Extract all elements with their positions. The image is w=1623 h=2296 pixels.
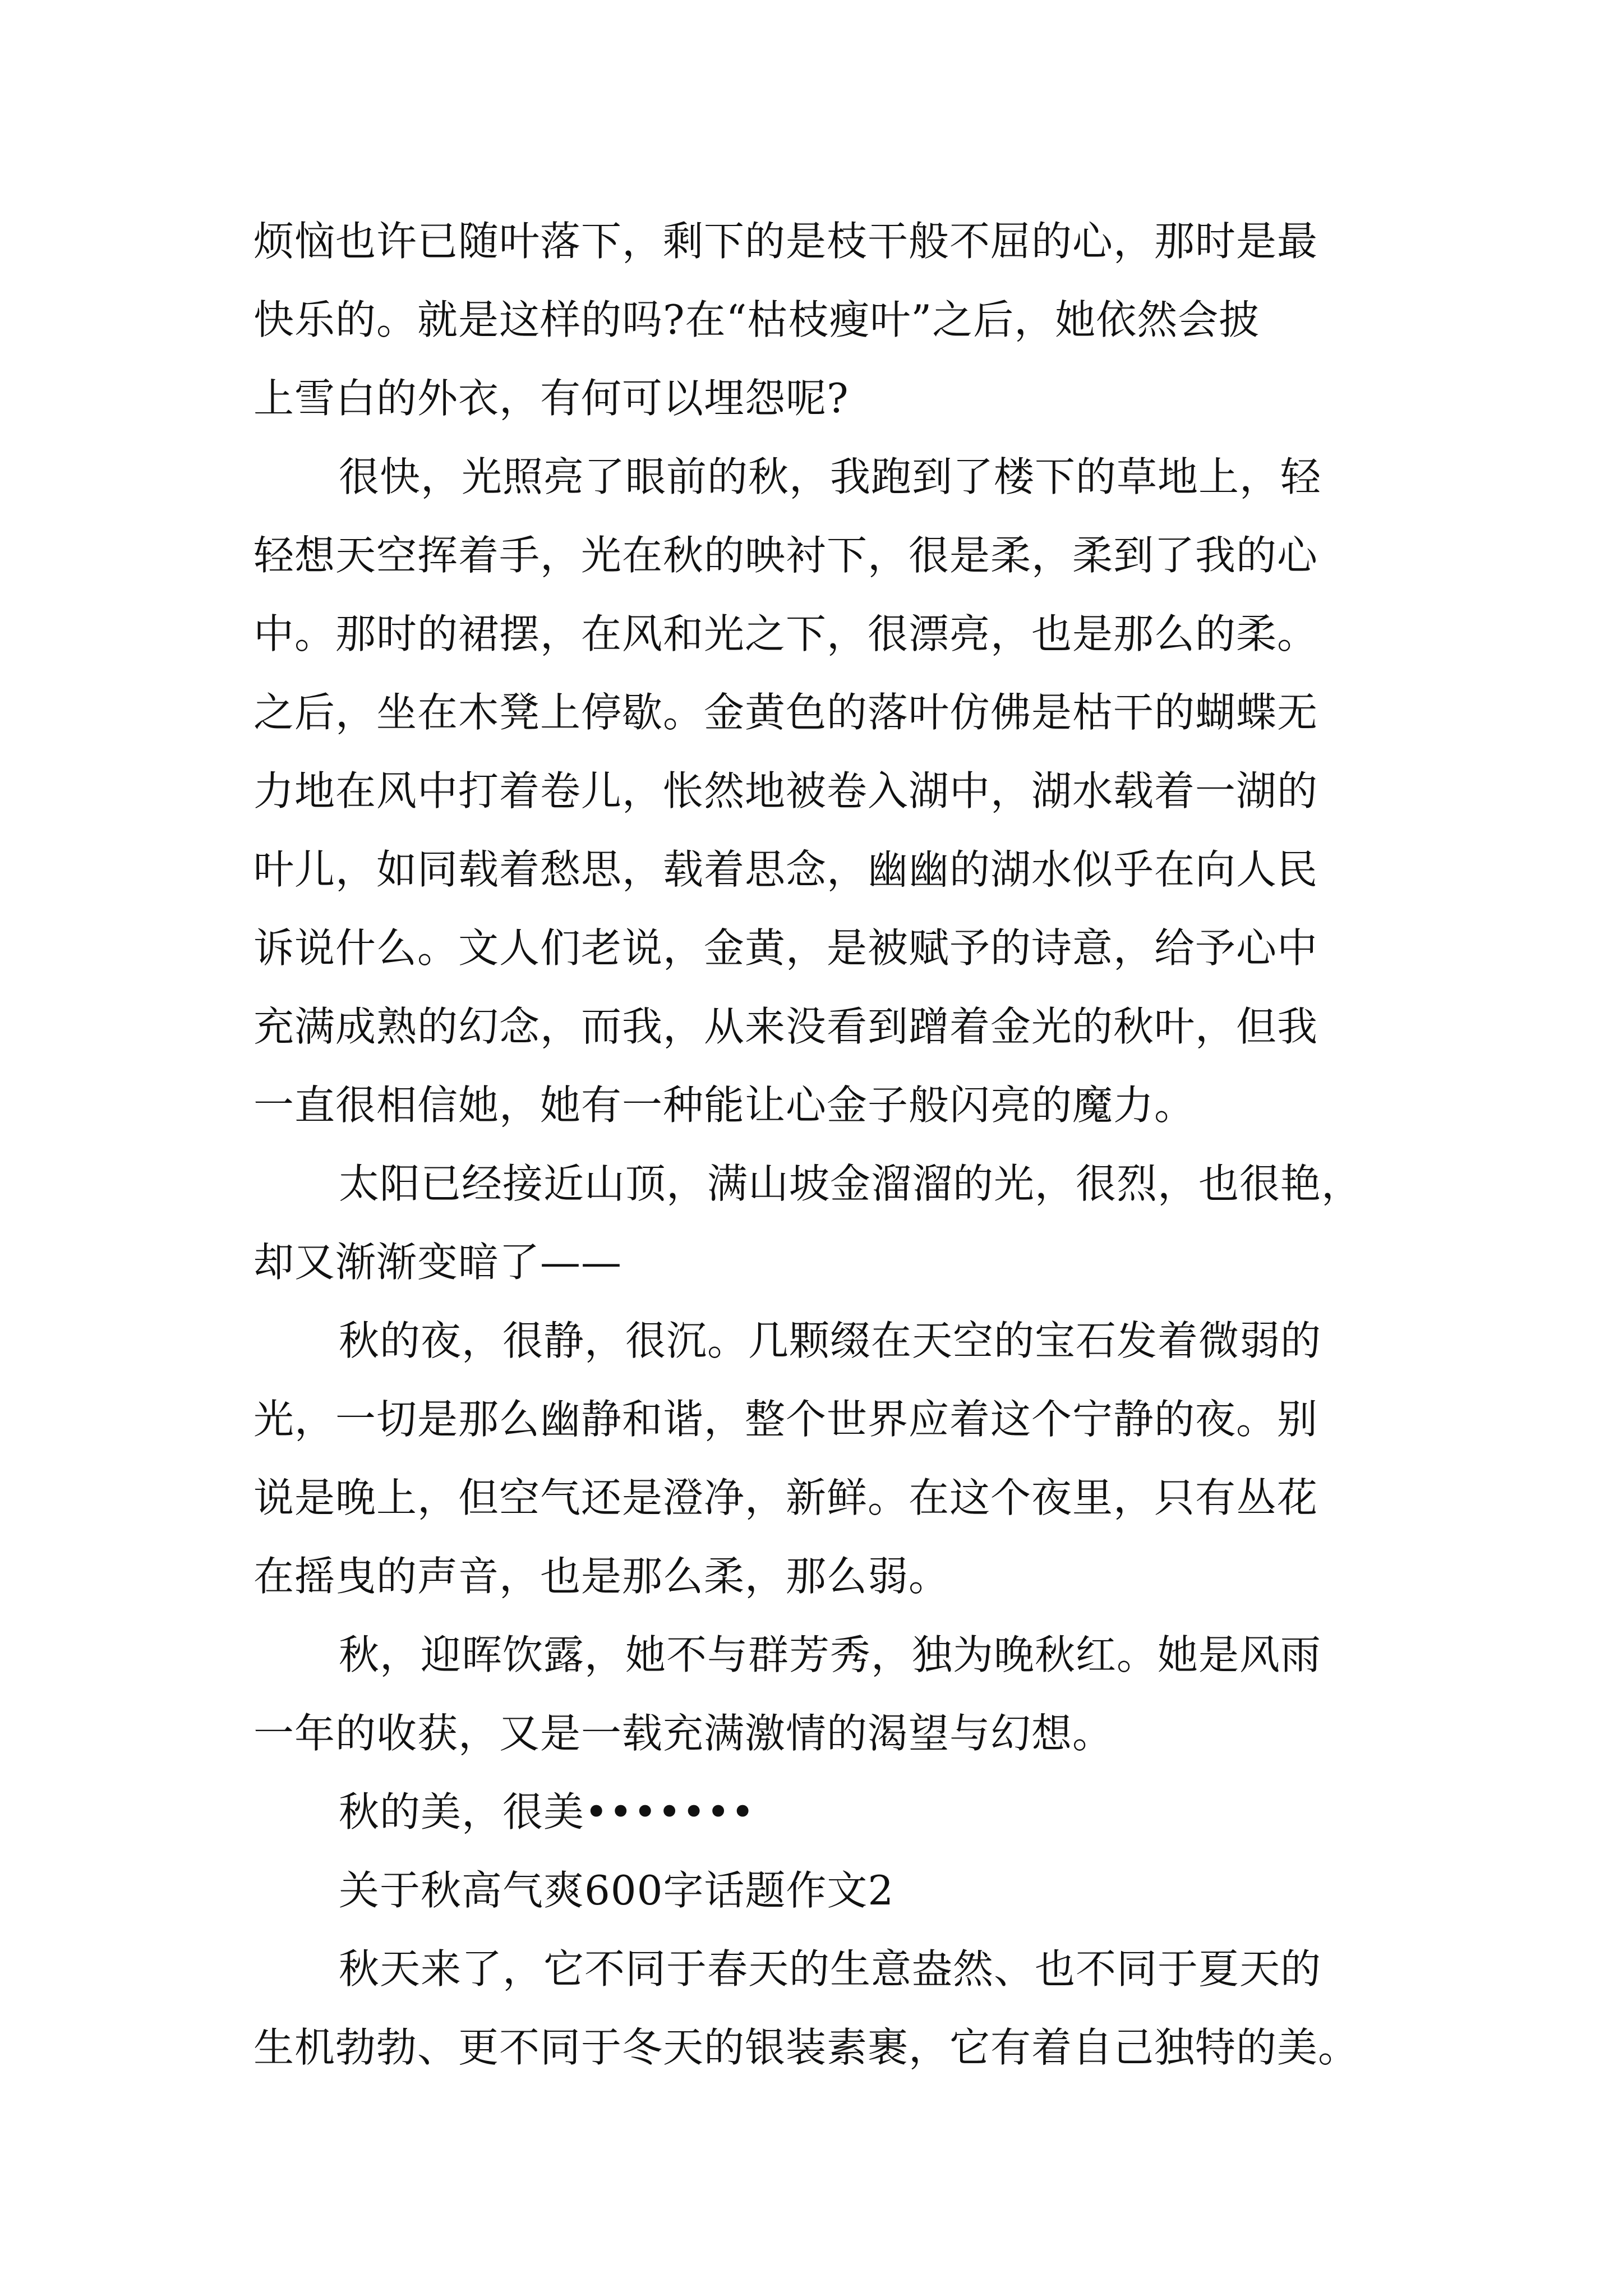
paragraph-start-line: 秋，迎晖饮露，她不与群芳秀，独为晚秋红。她是风雨 xyxy=(339,1631,1322,1678)
text-line: 之后，坐在木凳上停歇。金黄色的落叶仿佛是枯干的蝴蝶无 xyxy=(253,689,1318,736)
text-line: 充满成熟的幻念，而我，从来没看到蹭着金光的秋叶，但我 xyxy=(253,1003,1318,1050)
text-line: 上雪白的外衣，有何可以埋怨呢? xyxy=(253,375,849,422)
text-line: 烦恼也许已随叶落下，剩下的是枝干般不屈的心，那时是最 xyxy=(253,218,1318,265)
article-body xyxy=(253,202,1398,2087)
text-line: 一年的收获，又是一载充满激情的渴望与幻想。 xyxy=(253,1710,1114,1757)
paragraph-start-line: 太阳已经接近山顶，满山坡金溜溜的光，很烈，也很艳， xyxy=(339,1160,1363,1207)
text-line: 生机勃勃、更不同于冬天的银装素裹，它有着自己独特的美。 xyxy=(253,2024,1359,2071)
text-line: 轻想天空挥着手，光在秋的映衬下，很是柔，柔到了我的心 xyxy=(253,532,1318,579)
paragraph-start-line: 秋的夜，很静，很沉。几颗缀在天空的宝石发着微弱的 xyxy=(339,1317,1322,1364)
text-line: 叶儿，如同载着愁思，载着思念，幽幽的湖水似乎在向人民 xyxy=(253,846,1318,893)
text-line: 快乐的。就是这样的吗?在“枯枝瘦叶”之后，她依然会披 xyxy=(253,296,1260,343)
text-line: 诉说什么。文人们老说，金黄，是被赋予的诗意，给予心中 xyxy=(253,924,1318,972)
text-line: 说是晚上，但空气还是澄净，新鲜。在这个夜里，只有丛花 xyxy=(253,1474,1318,1521)
text-line: 一直很相信她，她有一种能让心金子般闪亮的魔力。 xyxy=(253,1082,1196,1129)
paragraph-start-line: 很快，光照亮了眼前的秋，我跑到了楼下的草地上，轻 xyxy=(339,453,1322,500)
text-line: 中。那时的裙摆，在风和光之下，很漂亮，也是那么的柔。 xyxy=(253,610,1318,657)
section-heading: 关于秋高气爽600字话题作文2 xyxy=(339,1867,895,1914)
text-line: 力地在风中打着卷儿，怅然地被卷入湖中，湖水载着一湖的 xyxy=(253,767,1318,815)
paragraph-start-line: 秋天来了，它不同于春天的生意盎然、也不同于夏天的 xyxy=(339,1945,1322,1993)
text-line: 在摇曳的声音，也是那么柔，那么弱。 xyxy=(253,1553,950,1600)
text-line: 却又渐渐变暗了—— xyxy=(253,1239,623,1286)
paragraph-start-line: 秋的美，很美••••••• xyxy=(339,1788,755,1835)
text-line: 光，一切是那么幽静和谐，整个世界应着这个宁静的夜。别 xyxy=(253,1396,1318,1443)
